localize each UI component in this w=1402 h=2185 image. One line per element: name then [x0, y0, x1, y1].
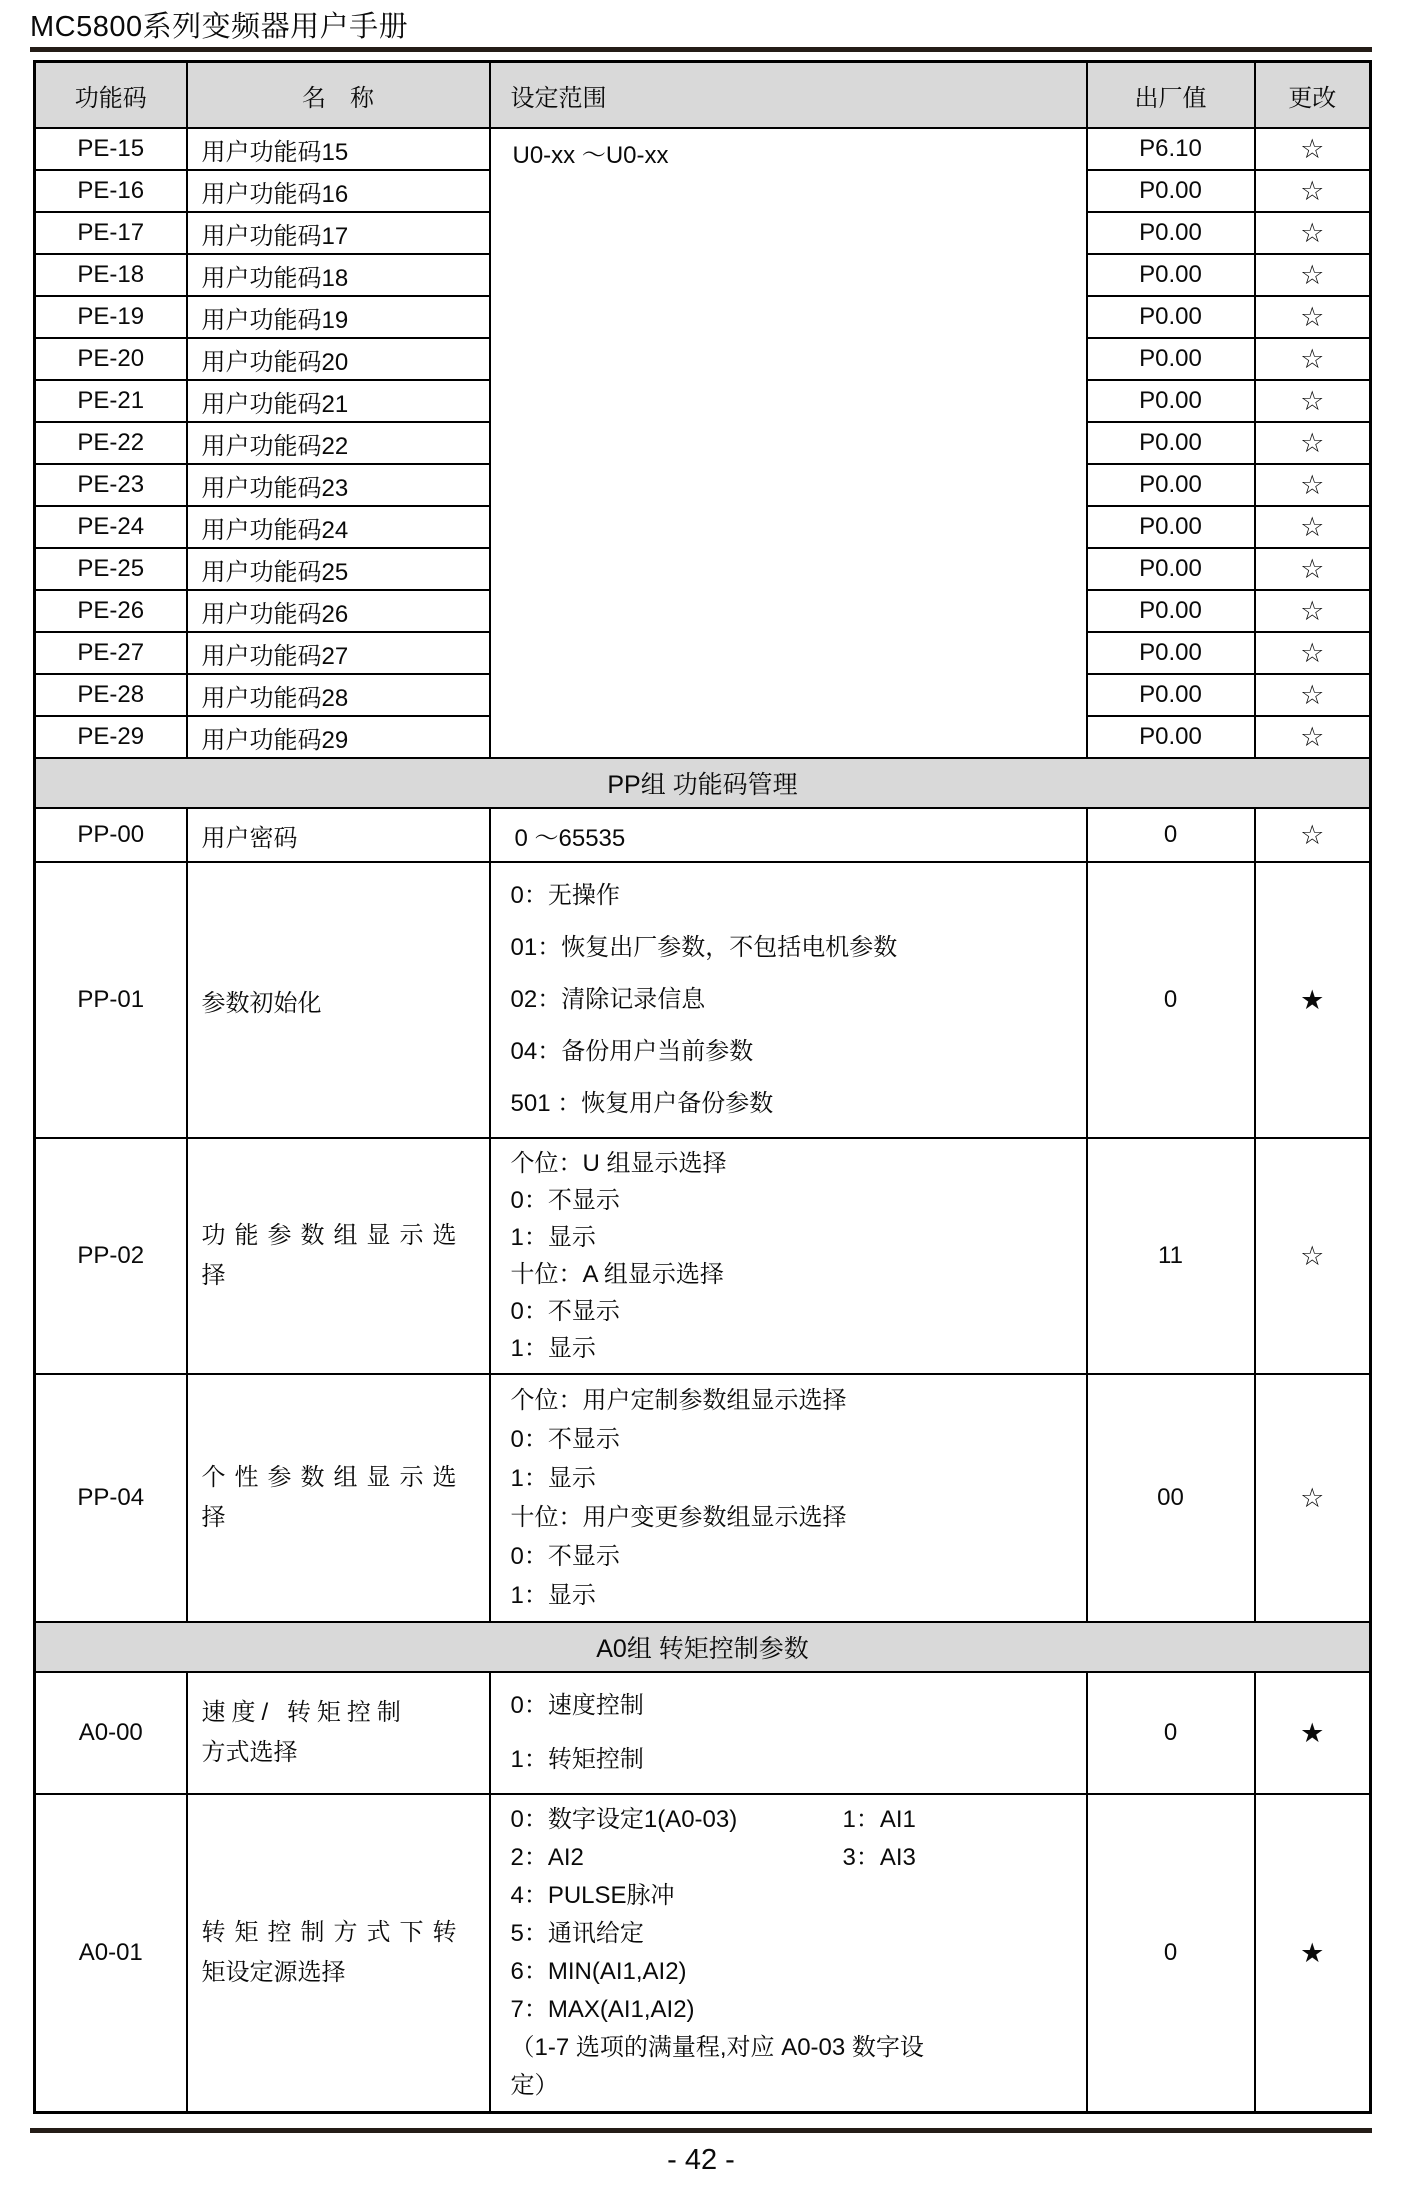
cell-name — [187, 1374, 490, 1622]
column-header-code: 功能码 — [35, 62, 187, 129]
column-header-range: 设定范围 — [490, 62, 1087, 129]
cell-default: P0.00 — [1087, 296, 1255, 338]
column-header-default: 出厂值 — [1087, 62, 1255, 129]
range-option: 6：MIN(AI1,AI2) — [510, 1958, 687, 1985]
change-star-icon: ☆ — [1255, 548, 1371, 590]
range-option: 0：不显示 — [510, 1298, 620, 1325]
cell-code: PE-22 — [35, 422, 187, 464]
table-row — [35, 1672, 1371, 1794]
change-star-icon: ☆ — [1255, 296, 1371, 338]
name-line: 转矩控制方式下转 — [201, 1919, 466, 1946]
cell-default: P0.00 — [1087, 506, 1255, 548]
cell-code: PE-25 — [35, 548, 187, 590]
cell-name: 用户功能码21 — [187, 380, 490, 422]
cell-name: 用户功能码29 — [187, 716, 490, 758]
range-option: 0：不显示 — [510, 1187, 620, 1214]
range-option: 0：不显示 — [510, 1426, 620, 1453]
parameter-table — [33, 60, 1372, 2114]
cell-code: PE-23 — [35, 464, 187, 506]
cell-name: 参数初始化 — [187, 862, 490, 1138]
cell-code: PE-17 — [35, 212, 187, 254]
change-star-icon: ☆ — [1255, 422, 1371, 464]
change-star-icon: ☆ — [1255, 506, 1371, 548]
change-star-icon: ☆ — [1255, 632, 1371, 674]
cell-default: 0 — [1087, 862, 1255, 1138]
change-star-icon: ☆ — [1255, 808, 1371, 862]
cell-name: 用户功能码20 — [187, 338, 490, 380]
cell-default: P0.00 — [1087, 422, 1255, 464]
section-band-label: A0组 转矩控制参数 — [35, 1622, 1371, 1672]
change-star-icon: ★ — [1255, 862, 1371, 1138]
name-line: 择 — [201, 1504, 226, 1531]
cell-code: PE-16 — [35, 170, 187, 212]
change-star-icon: ☆ — [1255, 716, 1371, 758]
cell-code: PE-27 — [35, 632, 187, 674]
cell-name: 用户功能码17 — [187, 212, 490, 254]
cell-range — [490, 862, 1087, 1138]
cell-name: 用户功能码24 — [187, 506, 490, 548]
cell-default: 00 — [1087, 1374, 1255, 1622]
range-option-pair — [511, 1801, 1076, 1839]
name-line: 矩设定源选择 — [201, 1959, 346, 1986]
range-option: 1：显示 — [510, 1335, 596, 1362]
table-header-row — [35, 62, 1371, 129]
range-option: （1-7 选项的满量程,对应 A0-03 数字设 — [510, 2034, 924, 2061]
cell-default: P0.00 — [1087, 212, 1255, 254]
cell-default: 0 — [1087, 808, 1255, 862]
change-star-icon: ★ — [1255, 1794, 1371, 2113]
cell-default: P0.00 — [1087, 464, 1255, 506]
range-option: 5：通讯给定 — [510, 1920, 644, 1947]
change-star-icon: ☆ — [1255, 464, 1371, 506]
cell-code: PP-01 — [35, 862, 187, 1138]
cell-name — [187, 1138, 490, 1374]
range-option: 个位：用户定制参数组显示选择 — [510, 1387, 847, 1414]
cell-default: 0 — [1087, 1794, 1255, 2113]
cell-code: PE-21 — [35, 380, 187, 422]
cell-name: 用户功能码23 — [187, 464, 490, 506]
cell-name: 用户功能码22 — [187, 422, 490, 464]
cell-name: 用户功能码25 — [187, 548, 490, 590]
change-star-icon: ☆ — [1255, 674, 1371, 716]
change-star-icon: ☆ — [1255, 380, 1371, 422]
cell-name: 用户功能码15 — [187, 128, 490, 170]
cell-code: PE-15 — [35, 128, 187, 170]
cell-name: 用户功能码19 — [187, 296, 490, 338]
cell-name — [187, 1794, 490, 2113]
change-star-icon: ☆ — [1255, 1374, 1371, 1622]
cell-code: PE-18 — [35, 254, 187, 296]
cell-code: A0-00 — [35, 1672, 187, 1794]
range-option: 0：无操作 — [510, 882, 620, 909]
cell-code: PE-20 — [35, 338, 187, 380]
cell-default: P0.00 — [1087, 548, 1255, 590]
footer-rule — [30, 2128, 1372, 2133]
change-star-icon: ☆ — [1255, 128, 1371, 170]
cell-code: PE-28 — [35, 674, 187, 716]
change-star-icon: ☆ — [1255, 212, 1371, 254]
range-option: 1：显示 — [510, 1465, 596, 1492]
cell-code: PE-26 — [35, 590, 187, 632]
cell-default: 11 — [1087, 1138, 1255, 1374]
cell-default: P0.00 — [1087, 254, 1255, 296]
cell-default: P0.00 — [1087, 170, 1255, 212]
name-line: 个性参数组显示选 — [201, 1464, 466, 1491]
cell-code: A0-01 — [35, 1794, 187, 2113]
range-option: 501 ：恢复用户备份参数 — [510, 1090, 774, 1117]
section-band-pp — [35, 758, 1371, 808]
range-option: 04：备份用户当前参数 — [510, 1038, 754, 1065]
range-option: 01：恢复出厂参数，不包括电机参数 — [510, 934, 898, 961]
cell-default: 0 — [1087, 1672, 1255, 1794]
cell-code: PE-19 — [35, 296, 187, 338]
change-star-icon: ☆ — [1255, 590, 1371, 632]
cell-code: PE-29 — [35, 716, 187, 758]
table-row — [35, 808, 1371, 862]
column-header-name: 名 称 — [187, 62, 490, 129]
cell-code: PP-02 — [35, 1138, 187, 1374]
column-header-change: 更改 — [1255, 62, 1371, 129]
cell-range-merged: U0-xx ～U0-xx — [490, 128, 1087, 758]
cell-name: 用户功能码16 — [187, 170, 490, 212]
cell-default: P0.00 — [1087, 338, 1255, 380]
change-star-icon: ☆ — [1255, 338, 1371, 380]
range-option: 2：AI2 — [510, 1844, 584, 1871]
name-line: 速度/ 转矩控制 — [201, 1699, 407, 1726]
change-star-icon: ★ — [1255, 1672, 1371, 1794]
header-rule — [30, 47, 1372, 52]
range-option: 1：AI1 — [842, 1806, 916, 1833]
range-option: 1：显示 — [510, 1582, 596, 1609]
cell-name: 用户密码 — [187, 808, 490, 862]
range-option: 02：清除记录信息 — [510, 986, 706, 1013]
cell-range — [490, 1374, 1087, 1622]
range-option: 1：转矩控制 — [510, 1746, 644, 1773]
range-option: 十位：A 组显示选择 — [510, 1261, 724, 1288]
range-option: 4：PULSE脉冲 — [510, 1882, 675, 1909]
cell-range — [490, 1672, 1087, 1794]
range-option: 1：显示 — [510, 1224, 596, 1251]
cell-name: 用户功能码27 — [187, 632, 490, 674]
range-option: 0：不显示 — [510, 1543, 620, 1570]
page-number: - 42 - — [667, 2144, 735, 2176]
table-row — [35, 128, 1371, 170]
cell-default: P0.00 — [1087, 674, 1255, 716]
table-row — [35, 1138, 1371, 1374]
range-option-pair — [511, 1839, 1076, 1877]
cell-range — [490, 1794, 1087, 2113]
section-band-a0 — [35, 1622, 1371, 1672]
cell-name: 用户功能码18 — [187, 254, 490, 296]
cell-code: PE-24 — [35, 506, 187, 548]
range-option: 0：速度控制 — [510, 1692, 644, 1719]
page-title: MC5800系列变频器用户手册 — [30, 11, 409, 43]
cell-default: P0.00 — [1087, 590, 1255, 632]
cell-name — [187, 1672, 490, 1794]
range-option: 0：数字设定1(A0-03) — [510, 1806, 738, 1833]
table-row — [35, 1374, 1371, 1622]
cell-code: PP-04 — [35, 1374, 187, 1622]
cell-default: P0.00 — [1087, 380, 1255, 422]
section-band-label: PP组 功能码管理 — [35, 758, 1371, 808]
cell-range: 0 ～65535 — [490, 808, 1087, 862]
name-line: 功能参数组显示选 — [201, 1222, 466, 1249]
cell-code: PP-00 — [35, 808, 187, 862]
range-option: 3：AI3 — [842, 1844, 916, 1871]
cell-name: 用户功能码26 — [187, 590, 490, 632]
range-option: 个位：U 组显示选择 — [510, 1150, 727, 1177]
table-row — [35, 1794, 1371, 2113]
cell-default: P0.00 — [1087, 716, 1255, 758]
range-option: 定） — [510, 2072, 559, 2099]
change-star-icon: ☆ — [1255, 254, 1371, 296]
cell-name: 用户功能码28 — [187, 674, 490, 716]
name-line: 择 — [201, 1262, 226, 1289]
change-star-icon: ☆ — [1255, 1138, 1371, 1374]
cell-default: P6.10 — [1087, 128, 1255, 170]
name-line: 方式选择 — [201, 1739, 298, 1766]
table-row — [35, 862, 1371, 1138]
cell-default: P0.00 — [1087, 632, 1255, 674]
range-option: 十位：用户变更参数组显示选择 — [510, 1504, 847, 1531]
range-option: 7：MAX(AI1,AI2) — [510, 1996, 695, 2023]
cell-range — [490, 1138, 1087, 1374]
change-star-icon: ☆ — [1255, 170, 1371, 212]
